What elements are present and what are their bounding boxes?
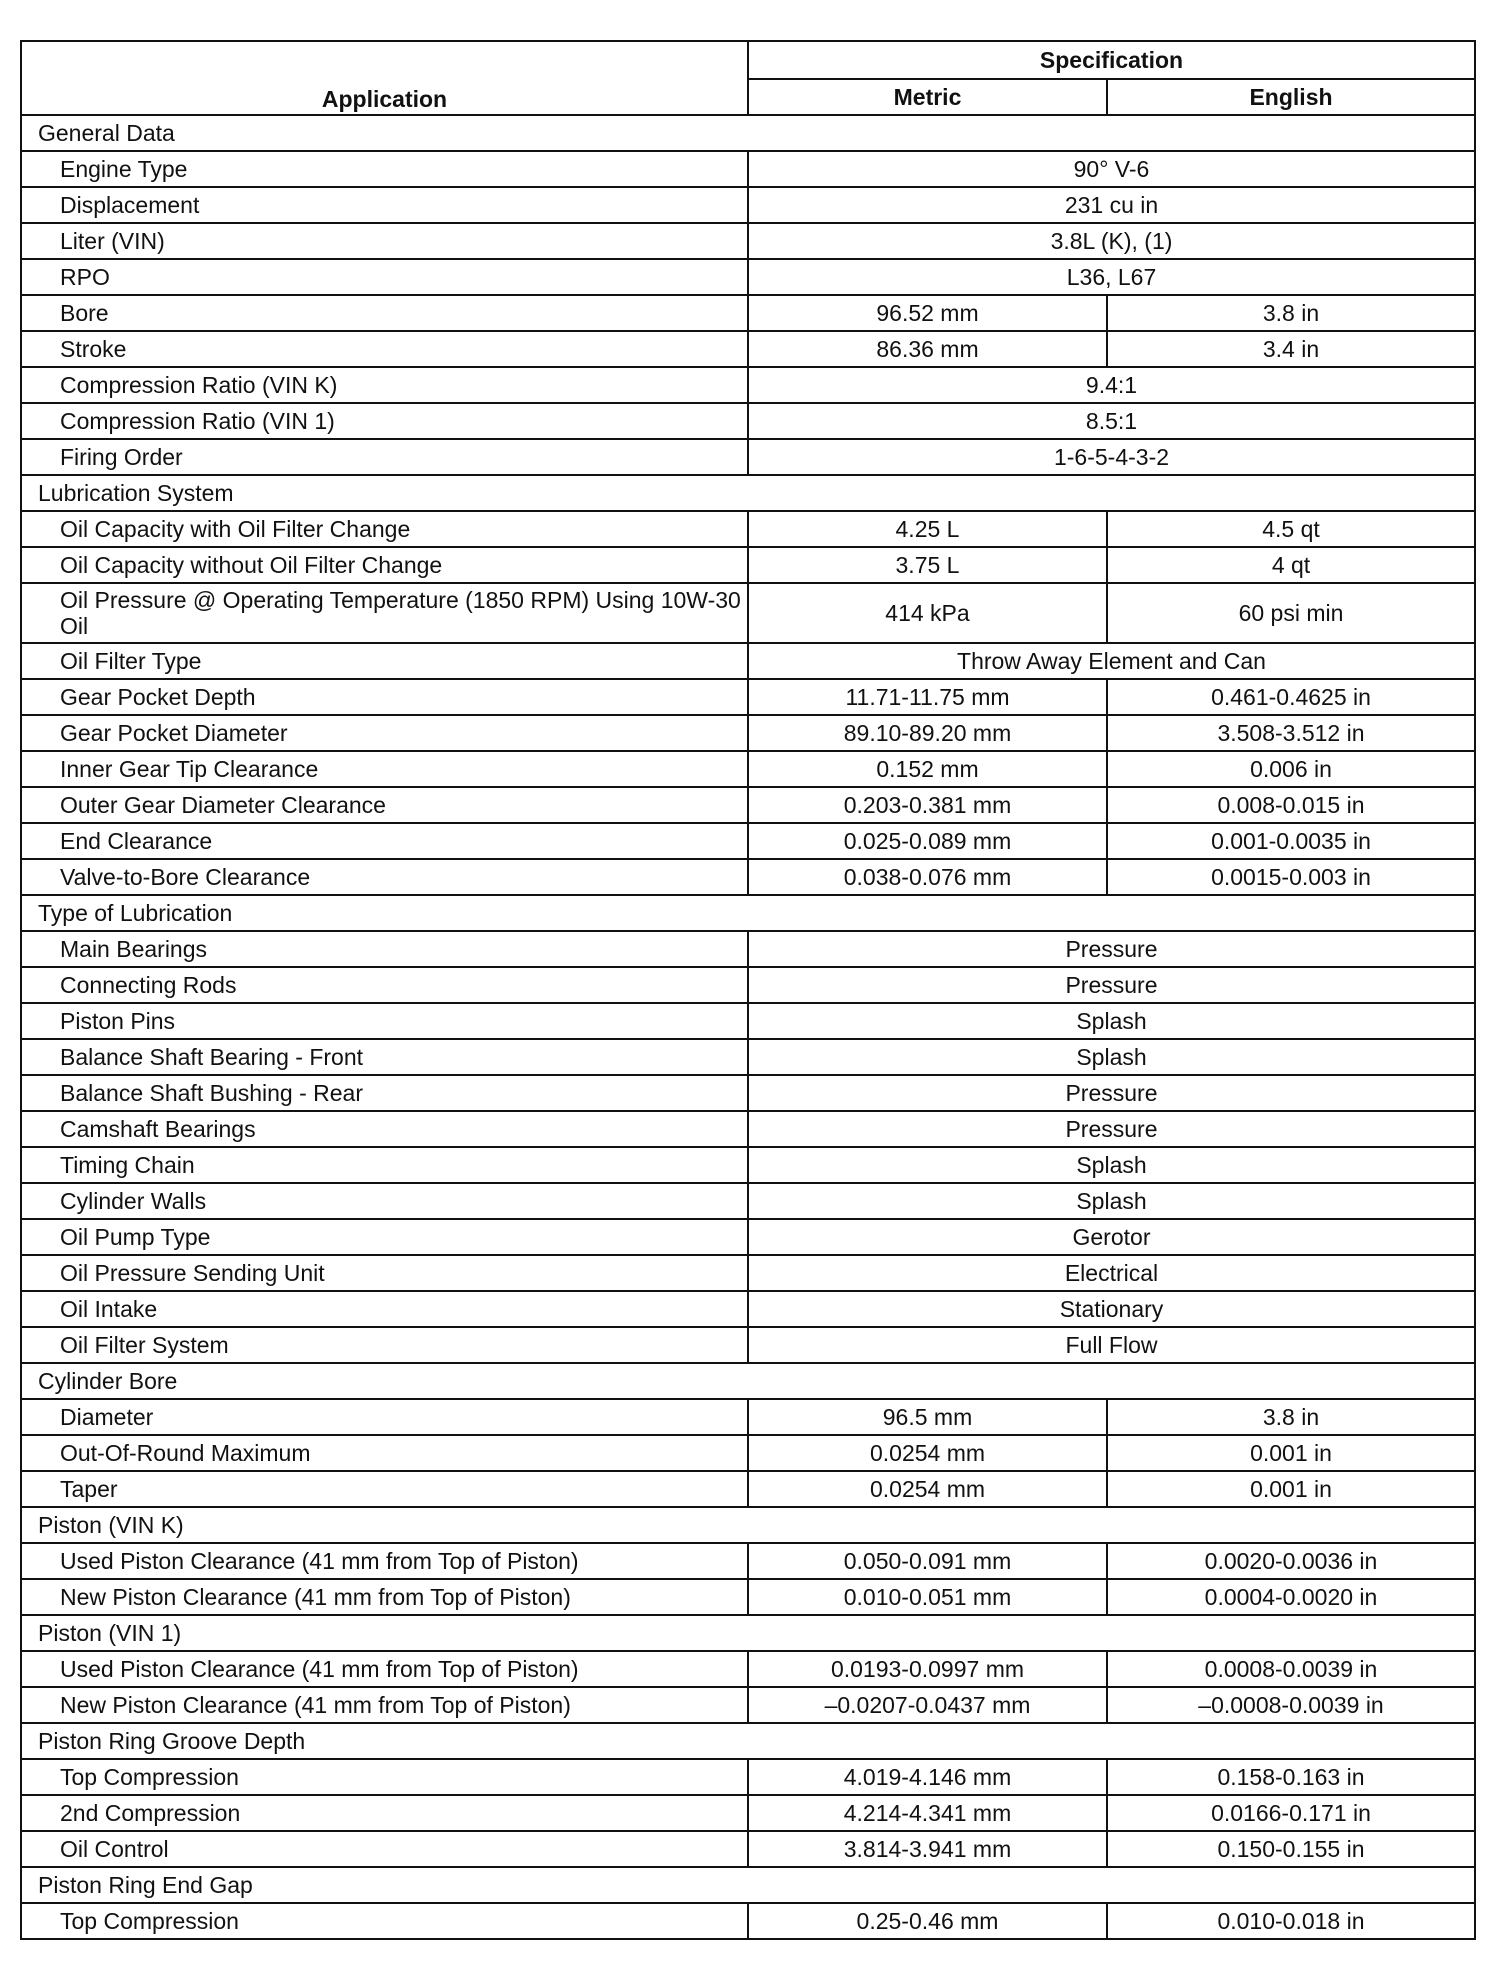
table-row xyxy=(21,643,1475,679)
section-title: Piston Ring End Gap xyxy=(21,1867,1475,1903)
metric-value-cell: 0.25-0.46 mm xyxy=(748,1903,1107,1939)
table-row xyxy=(21,1147,1475,1183)
application-cell: Oil Capacity with Oil Filter Change xyxy=(21,511,748,547)
table-row xyxy=(21,1795,1475,1831)
table-row xyxy=(21,1399,1475,1435)
table-row xyxy=(21,1471,1475,1507)
table-row xyxy=(21,679,1475,715)
application-cell: Compression Ratio (VIN 1) xyxy=(21,403,748,439)
section-row xyxy=(21,1363,1475,1399)
table-row xyxy=(21,1759,1475,1795)
english-value-cell: 3.508-3.512 in xyxy=(1107,715,1475,751)
application-cell: Balance Shaft Bushing - Rear xyxy=(21,1075,748,1111)
metric-value-cell: 0.203-0.381 mm xyxy=(748,787,1107,823)
application-cell: Oil Filter System xyxy=(21,1327,748,1363)
table-row xyxy=(21,223,1475,259)
application-cell: Timing Chain xyxy=(21,1147,748,1183)
application-cell: Balance Shaft Bearing - Front xyxy=(21,1039,748,1075)
application-cell: Oil Pressure Sending Unit xyxy=(21,1255,748,1291)
table-row xyxy=(21,1291,1475,1327)
application-cell: Out-Of-Round Maximum xyxy=(21,1435,748,1471)
english-value-cell: 0.008-0.015 in xyxy=(1107,787,1475,823)
section-row xyxy=(21,1615,1475,1651)
table-row xyxy=(21,967,1475,1003)
specification-header: Specification xyxy=(748,41,1475,79)
english-value-cell: –0.0008-0.0039 in xyxy=(1107,1687,1475,1723)
application-cell: Oil Control xyxy=(21,1831,748,1867)
spec-value-cell: Electrical xyxy=(748,1255,1475,1291)
metric-value-cell: 11.71-11.75 mm xyxy=(748,679,1107,715)
metric-value-cell: 0.152 mm xyxy=(748,751,1107,787)
table-row xyxy=(21,187,1475,223)
section-title: Cylinder Bore xyxy=(21,1363,1475,1399)
table-row xyxy=(21,1543,1475,1579)
table-row xyxy=(21,1039,1475,1075)
table-row xyxy=(21,751,1475,787)
application-cell: Diameter xyxy=(21,1399,748,1435)
english-value-cell: 0.010-0.018 in xyxy=(1107,1903,1475,1939)
english-value-cell: 0.0015-0.003 in xyxy=(1107,859,1475,895)
table-row xyxy=(21,1219,1475,1255)
english-value-cell: 0.0020-0.0036 in xyxy=(1107,1543,1475,1579)
spec-value-cell: Throw Away Element and Can xyxy=(748,643,1475,679)
application-cell: Taper xyxy=(21,1471,748,1507)
metric-value-cell: 0.010-0.051 mm xyxy=(748,1579,1107,1615)
table-row xyxy=(21,1903,1475,1939)
spec-value-cell: Full Flow xyxy=(748,1327,1475,1363)
metric-value-cell: 4.019-4.146 mm xyxy=(748,1759,1107,1795)
table-row xyxy=(21,1075,1475,1111)
spec-value-cell: Pressure xyxy=(748,1075,1475,1111)
table-row xyxy=(21,1255,1475,1291)
table-row xyxy=(21,715,1475,751)
table-row xyxy=(21,931,1475,967)
metric-value-cell: 0.0193-0.0997 mm xyxy=(748,1651,1107,1687)
english-value-cell: 0.0004-0.0020 in xyxy=(1107,1579,1475,1615)
metric-value-cell: 0.0254 mm xyxy=(748,1435,1107,1471)
application-cell: Gear Pocket Depth xyxy=(21,679,748,715)
application-cell: Oil Filter Type xyxy=(21,643,748,679)
spec-value-cell: 90° V-6 xyxy=(748,151,1475,187)
table-row xyxy=(21,1183,1475,1219)
application-cell: New Piston Clearance (41 mm from Top of Piston) xyxy=(21,1579,748,1615)
spec-value-cell: Splash xyxy=(748,1003,1475,1039)
metric-value-cell: 89.10-89.20 mm xyxy=(748,715,1107,751)
application-cell: Used Piston Clearance (41 mm from Top of Piston) xyxy=(21,1543,748,1579)
metric-value-cell: 96.5 mm xyxy=(748,1399,1107,1435)
metric-value-cell: 3.814-3.941 mm xyxy=(748,1831,1107,1867)
section-row xyxy=(21,115,1475,151)
application-cell: Used Piston Clearance (41 mm from Top of Piston) xyxy=(21,1651,748,1687)
section-title: General Data xyxy=(21,115,1475,151)
section-title: Lubrication System xyxy=(21,475,1475,511)
table-row xyxy=(21,1111,1475,1147)
table-row xyxy=(21,259,1475,295)
spec-value-cell: Splash xyxy=(748,1147,1475,1183)
application-cell: Top Compression xyxy=(21,1759,748,1795)
specification-body xyxy=(21,115,1475,1939)
metric-value-cell: 0.025-0.089 mm xyxy=(748,823,1107,859)
section-row xyxy=(21,1867,1475,1903)
table-row xyxy=(21,151,1475,187)
application-cell: Oil Capacity without Oil Filter Change xyxy=(21,547,748,583)
application-cell: Bore xyxy=(21,295,748,331)
application-cell: Cylinder Walls xyxy=(21,1183,748,1219)
application-cell: Gear Pocket Diameter xyxy=(21,715,748,751)
application-cell: Top Compression xyxy=(21,1903,748,1939)
section-row xyxy=(21,475,1475,511)
application-cell: Oil Intake xyxy=(21,1291,748,1327)
spec-value-cell: 8.5:1 xyxy=(748,403,1475,439)
spec-value-cell: Pressure xyxy=(748,931,1475,967)
spec-value-cell: Splash xyxy=(748,1039,1475,1075)
application-cell: New Piston Clearance (41 mm from Top of Piston) xyxy=(21,1687,748,1723)
metric-value-cell: 0.038-0.076 mm xyxy=(748,859,1107,895)
metric-value-cell: 96.52 mm xyxy=(748,295,1107,331)
metric-value-cell: 0.0254 mm xyxy=(748,1471,1107,1507)
table-row xyxy=(21,511,1475,547)
metric-value-cell: 86.36 mm xyxy=(748,331,1107,367)
application-cell: Liter (VIN) xyxy=(21,223,748,259)
metric-value-cell: 4.214-4.341 mm xyxy=(748,1795,1107,1831)
section-row xyxy=(21,1507,1475,1543)
spec-value-cell: Stationary xyxy=(748,1291,1475,1327)
application-cell: Camshaft Bearings xyxy=(21,1111,748,1147)
application-cell: Outer Gear Diameter Clearance xyxy=(21,787,748,823)
section-title: Piston (VIN 1) xyxy=(21,1615,1475,1651)
table-row xyxy=(21,1003,1475,1039)
section-title: Piston Ring Groove Depth xyxy=(21,1723,1475,1759)
table-row xyxy=(21,331,1475,367)
application-cell: Connecting Rods xyxy=(21,967,748,1003)
metric-value-cell: 4.25 L xyxy=(748,511,1107,547)
english-value-cell: 4.5 qt xyxy=(1107,511,1475,547)
spec-value-cell: Pressure xyxy=(748,1111,1475,1147)
application-cell: Displacement xyxy=(21,187,748,223)
section-title: Type of Lubrication xyxy=(21,895,1475,931)
spec-value-cell: 9.4:1 xyxy=(748,367,1475,403)
english-value-cell: 0.461-0.4625 in xyxy=(1107,679,1475,715)
specification-table xyxy=(20,40,1476,1940)
metric-value-cell: 414 kPa xyxy=(748,583,1107,643)
application-cell: Valve-to-Bore Clearance xyxy=(21,859,748,895)
english-value-cell: 60 psi min xyxy=(1107,583,1475,643)
table-row xyxy=(21,547,1475,583)
spec-value-cell: Splash xyxy=(748,1183,1475,1219)
table-row xyxy=(21,1831,1475,1867)
english-value-cell: 0.001 in xyxy=(1107,1435,1475,1471)
section-row xyxy=(21,1723,1475,1759)
application-header: Application xyxy=(21,41,748,115)
application-cell: Oil Pressure @ Operating Temperature (1850 RPM) Using 10W-30 Oil xyxy=(21,583,748,643)
spec-value-cell: 1-6-5-4-3-2 xyxy=(748,439,1475,475)
metric-value-cell: 3.75 L xyxy=(748,547,1107,583)
english-value-cell: 0.006 in xyxy=(1107,751,1475,787)
application-cell: Stroke xyxy=(21,331,748,367)
spec-value-cell: 3.8L (K), (1) xyxy=(748,223,1475,259)
application-cell: Main Bearings xyxy=(21,931,748,967)
spec-value-cell: 231 cu in xyxy=(748,187,1475,223)
metric-value-cell: –0.0207-0.0437 mm xyxy=(748,1687,1107,1723)
application-cell: Piston Pins xyxy=(21,1003,748,1039)
application-cell: Compression Ratio (VIN K) xyxy=(21,367,748,403)
application-cell: 2nd Compression xyxy=(21,1795,748,1831)
table-row xyxy=(21,403,1475,439)
table-row xyxy=(21,859,1475,895)
english-header: English xyxy=(1107,79,1475,115)
table-row xyxy=(21,1327,1475,1363)
english-value-cell: 4 qt xyxy=(1107,547,1475,583)
english-value-cell: 0.150-0.155 in xyxy=(1107,1831,1475,1867)
section-row xyxy=(21,895,1475,931)
english-value-cell: 0.158-0.163 in xyxy=(1107,1759,1475,1795)
metric-header: Metric xyxy=(748,79,1107,115)
application-cell: Oil Pump Type xyxy=(21,1219,748,1255)
table-row xyxy=(21,787,1475,823)
spec-value-cell: L36, L67 xyxy=(748,259,1475,295)
table-row xyxy=(21,1579,1475,1615)
english-value-cell: 3.4 in xyxy=(1107,331,1475,367)
table-row xyxy=(21,1651,1475,1687)
table-row xyxy=(21,367,1475,403)
table-row xyxy=(21,295,1475,331)
table-row xyxy=(21,1687,1475,1723)
english-value-cell: 0.0166-0.171 in xyxy=(1107,1795,1475,1831)
table-row xyxy=(21,823,1475,859)
spec-value-cell: Pressure xyxy=(748,967,1475,1003)
table-row xyxy=(21,439,1475,475)
table-row xyxy=(21,1435,1475,1471)
application-cell: End Clearance xyxy=(21,823,748,859)
english-value-cell: 3.8 in xyxy=(1107,1399,1475,1435)
english-value-cell: 0.001-0.0035 in xyxy=(1107,823,1475,859)
metric-value-cell: 0.050-0.091 mm xyxy=(748,1543,1107,1579)
english-value-cell: 3.8 in xyxy=(1107,295,1475,331)
application-cell: Engine Type xyxy=(21,151,748,187)
application-cell: RPO xyxy=(21,259,748,295)
application-cell: Firing Order xyxy=(21,439,748,475)
application-cell: Inner Gear Tip Clearance xyxy=(21,751,748,787)
section-title: Piston (VIN K) xyxy=(21,1507,1475,1543)
table-row xyxy=(21,583,1475,643)
english-value-cell: 0.001 in xyxy=(1107,1471,1475,1507)
spec-value-cell: Gerotor xyxy=(748,1219,1475,1255)
english-value-cell: 0.0008-0.0039 in xyxy=(1107,1651,1475,1687)
